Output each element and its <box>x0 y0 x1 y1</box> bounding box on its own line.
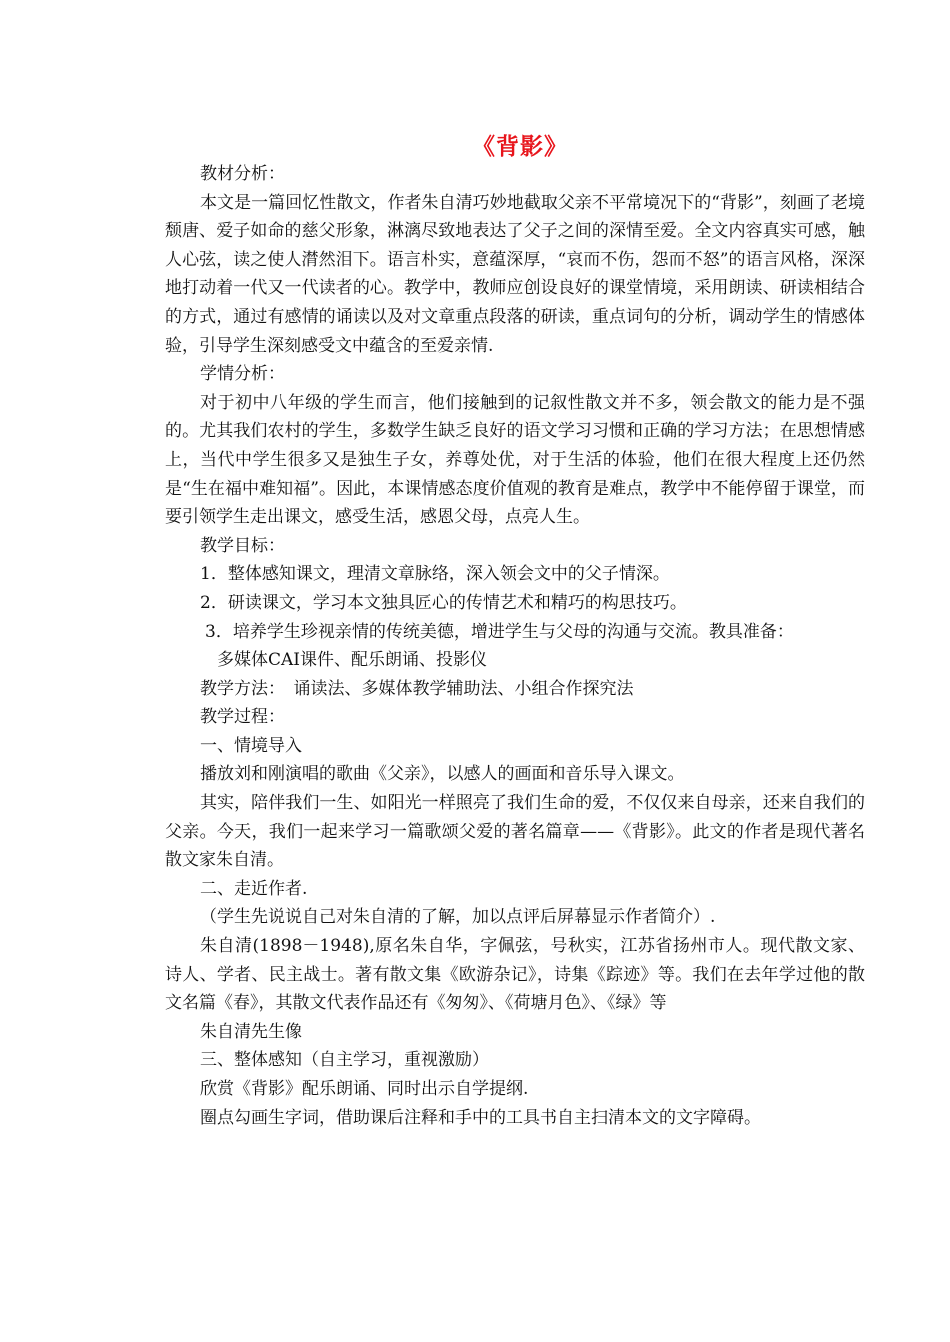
section-heading-teaching-goals: 教学目标： <box>200 535 285 556</box>
step-1-heading: 一、情境导入 <box>200 735 302 756</box>
step-2-paragraph-a: （学生先说说自己对朱自清的了解，加以点评后屏幕显示作者简介）. <box>200 907 716 928</box>
teaching-methods: 教学方法： 诵读法、多媒体教学辅助法、小组合作探究法 <box>200 678 634 699</box>
step-2-caption: 朱自清先生像 <box>200 1021 302 1042</box>
step-3-paragraph-b: 圈点勾画生字词，借助课后注释和手中的工具书自主扫清本文的文字障碍。 <box>200 1107 761 1128</box>
paragraph-textbook-analysis: 本文是一篇回忆性散文，作者朱自清巧妙地截取父亲不平常境况下的“背影”，刻画了老境颓唐、爱子如命的慈父形象，淋漓尽致地表达了父子之间的深情至爱。全文内容真实可感，触人心弦，读之使人潸然泪下。语言朴实，意蕴深厚，“哀而不伤，怨而不怒”的语言风格，深深地打动着一代又一代读者的心。教学中，教师应创设良好的课堂情境，采用朗读、研读相结合的方式，通过有感情的诵读以及对文章重点段落的研读，重点词句的分析，调动学生的情感体验，引导学生深刻感受文中蕴含的至爱亲情. <box>165 192 865 356</box>
goal-item-2: 2．研读课文，学习本文独具匠心的传情艺术和精巧的构思技巧。 <box>200 592 687 613</box>
document-title: 《背影》 <box>472 133 568 160</box>
paragraph-learner-analysis: 对于初中八年级的学生而言，他们接触到的记叙性散文并不多，领会散文的能力是不强的。尤其我们农村的学生，多数学生缺乏良好的语文学习习惯和正确的学习方法；在思想情感上，当代中学生很多又是独生子女，养尊处优，对于生活的体验，他们在很大程度上还仍然是“生在福中难知福”。因此，本课情感态度价值观的教育是难点，教学中不能停留于课堂，而要引领学生走出课文，感受生活，感恩父母，点亮人生。 <box>165 392 865 528</box>
step-3-heading: 三、整体感知（自主学习，重视激励） <box>200 1050 489 1071</box>
step-1-paragraph-a: 播放刘和刚演唱的歌曲《父亲》，以感人的画面和音乐导入课文。 <box>200 764 685 785</box>
teaching-tools: 多媒体CAI课件、配乐朗诵、投影仪 <box>217 650 487 671</box>
section-heading-textbook-analysis: 教材分析： <box>200 164 285 184</box>
step-1-paragraph-b: 其实，陪伴我们一生、如阳光一样照亮了我们生命的爱，不仅仅来自母亲，还来自我们的父亲。今天，我们一起来学习一篇歌颂父爱的著名篇章——《背影》。此文的作者是现代著名散文家朱自清。 <box>165 793 865 871</box>
goal-item-3: 3．培养学生珍视亲情的传统美德，增进学生与父母的沟通与交流。教具准备： <box>205 621 794 642</box>
step-2-heading: 二、走近作者. <box>200 878 308 899</box>
goal-item-1: 1．整体感知课文，理清文章脉络，深入领会文中的父子情深。 <box>200 564 670 585</box>
section-heading-learner-analysis: 学情分析： <box>200 364 285 385</box>
document-body <box>165 160 865 1132</box>
step-2-paragraph-b: 朱自清(1898－1948),原名朱自华，字佩弦，号秋实，江苏省扬州市人。现代散文家、诗人、学者、民主战士。著有散文集《欧游杂记》，诗集《踪迹》等。我们在去年学过他的散文名篇《春》，其散文代表作品还有《匆匆》、《荷塘月色》、《绿》等 <box>165 936 865 1014</box>
step-3-paragraph-a: 欣赏《背影》配乐朗诵、同时出示自学提纲. <box>200 1079 529 1099</box>
section-heading-teaching-process: 教学过程： <box>200 707 285 728</box>
